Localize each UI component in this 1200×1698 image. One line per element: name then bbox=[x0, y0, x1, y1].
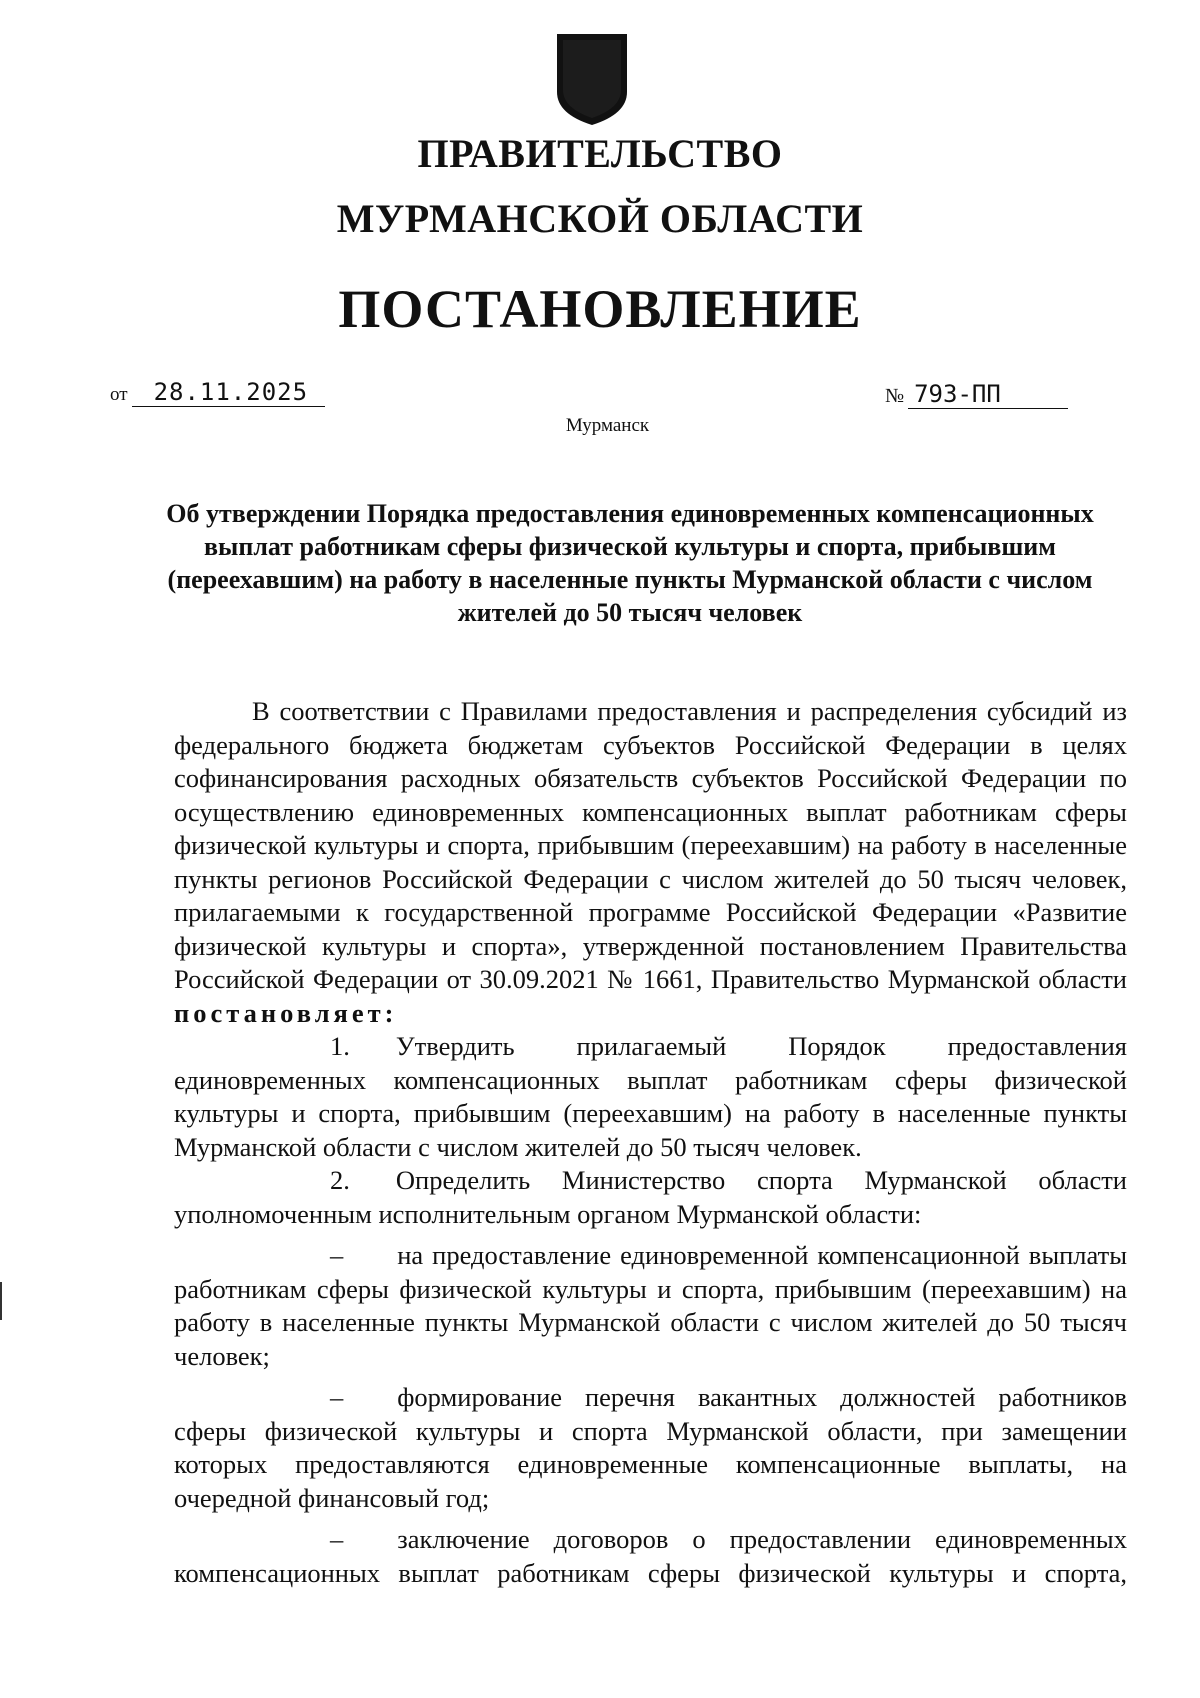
item-1-paragraph bbox=[174, 1030, 1127, 1164]
preamble-paragraph bbox=[174, 695, 1127, 1030]
dash-item-3-text: заключение договоров о предоставлении единовременных компенсационных выплат работникам сферы физической культуры и спорта, bbox=[174, 1524, 1127, 1588]
dash-bullet: – bbox=[330, 1382, 344, 1412]
item-2-text: Определить Министерство спорта Мурманской области уполномоченным исполнительным органом Мурманской области: bbox=[174, 1165, 1127, 1229]
dash-bullet: – bbox=[330, 1240, 344, 1270]
item-1-text: Утвердить прилагаемый Порядок предоставления единовременных компенсационных выплат работникам сферы физической культуры и спорта, прибывшим (переехавшим) на работу в населенные пункты Мурманской области с числом жителей до 50 тысяч человек. bbox=[174, 1031, 1127, 1162]
org-name-line-1: ПРАВИТЕЛЬСТВО bbox=[417, 131, 783, 176]
number-value: 793-ПП bbox=[908, 380, 1068, 409]
decree-word: постановляет: bbox=[174, 997, 398, 1028]
document-title: Об утверждении Порядка предоставления единовременных компенсационных выплат работникам сферы физической культуры и спорта, прибывшим (переехавшим) на работу в населенные пункты Мурманской области с числом жителей до 50 тысяч человек bbox=[166, 499, 1094, 627]
city-name: Мурманск bbox=[565, 415, 650, 436]
item-2-number: 2. bbox=[330, 1165, 350, 1195]
item-1-number: 1. bbox=[330, 1031, 350, 1061]
document-date bbox=[110, 378, 325, 407]
number-prefix: № bbox=[885, 385, 905, 407]
document-body bbox=[174, 695, 1127, 1590]
dash-item-3 bbox=[174, 1523, 1127, 1590]
dash-item-1 bbox=[174, 1239, 1127, 1373]
org-name-line-2: МУРМАНСКОЙ ОБЛАСТИ bbox=[336, 196, 864, 241]
scan-edge-mark bbox=[0, 1282, 2, 1320]
dash-item-2-text: формирование перечня вакантных должностей работников сферы физической культуры и спорта Мурманской области, при замещении которых предоставляются единовременные компенсационные выплаты, на очередной финансовый год; bbox=[174, 1382, 1127, 1513]
item-2-paragraph bbox=[174, 1164, 1127, 1231]
document-type-heading: ПОСТАНОВЛЕНИЕ bbox=[338, 279, 862, 339]
dash-bullet: – bbox=[330, 1524, 344, 1554]
preamble-text: В соответствии с Правилами предоставления и распределения субсидий из федерального бюджета бюджетам субъектов Российской Федерации в целях софинансирования расходных обязательств субъектов Российской Федерации по осуществлению единовременных компенсационных выплат работникам сферы физической культуры и спорта, прибывшим (переехавшим) на работу в населенные пункты регионов Российской Федерации с числом жителей до 50 тысяч человек, прилагаемыми к государственной программе Российской Федерации «Развитие физической культуры и спорта», утвержденной постановлением Правительства Российской Федерации от 30.09.2021 № 1661, Правительство Мурманской области bbox=[174, 696, 1127, 994]
date-prefix: от bbox=[110, 384, 128, 405]
dash-item-1-text: на предоставление единовременной компенсационной выплаты работникам сферы физической культуры и спорта, прибывшим (переехавшим) на работу в населенные пункты Мурманской области с числом жителей до 50 тысяч человек; bbox=[174, 1240, 1127, 1371]
coat-of-arms-emblem bbox=[553, 32, 631, 127]
document-number bbox=[885, 380, 1068, 409]
date-value: 28.11.2025 bbox=[132, 378, 325, 407]
dash-item-2 bbox=[174, 1381, 1127, 1515]
